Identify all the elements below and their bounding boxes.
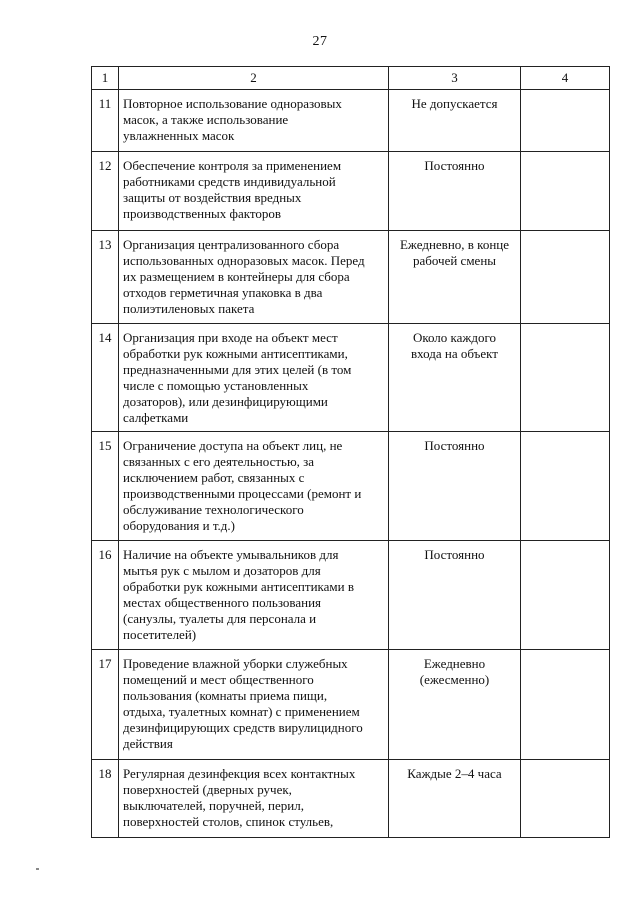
column-header-frequency: 3	[389, 67, 521, 90]
table-row	[92, 231, 610, 324]
row-measure: Регулярная дезинфекция всех контактных поверхностей (дверных ручек, выключателей, поручней, перил, поверхностей столов, спинок стульев,	[123, 766, 356, 829]
row-frequency: Не допускается	[411, 96, 498, 111]
row-frequency: Каждые 2–4 часа	[407, 766, 502, 781]
table-row	[92, 650, 610, 760]
table-row	[92, 541, 610, 650]
row-frequency: Постоянно	[424, 158, 485, 173]
row-note	[521, 432, 610, 541]
table-row	[92, 90, 610, 152]
table-row	[92, 152, 610, 231]
column-header-note: 4	[521, 67, 610, 90]
row-number: 13	[92, 231, 119, 324]
row-frequency: Постоянно	[424, 547, 485, 562]
row-measure: Повторное использование одноразовых масок, а также использование увлажненных масок	[123, 96, 342, 143]
row-note	[521, 541, 610, 650]
row-number: 14	[92, 324, 119, 432]
row-number: 12	[92, 152, 119, 231]
row-note	[521, 152, 610, 231]
table-row	[92, 760, 610, 838]
row-frequency: Ежедневно (ежесменно)	[419, 656, 490, 687]
row-note	[521, 650, 610, 760]
column-header-number: 1	[92, 67, 119, 90]
row-note	[521, 90, 610, 152]
row-measure: Организация централизованного сбора использованных одноразовых масок. Перед их размещением в контейнеры для сбора отходов герметичная упаковка в два полиэтиленовых пакета	[123, 237, 365, 316]
row-number: 16	[92, 541, 119, 650]
row-number: 15	[92, 432, 119, 541]
measures-table	[91, 66, 610, 838]
row-number: 18	[92, 760, 119, 838]
row-measure: Обеспечение контроля за применением работниками средств индивидуальной защиты от воздействия вредных производственных факторов	[123, 158, 342, 221]
row-note	[521, 760, 610, 838]
row-frequency: Ежедневно, в конце рабочей смены	[399, 237, 509, 268]
row-frequency: Постоянно	[424, 438, 485, 453]
column-header-measure: 2	[119, 67, 389, 90]
row-note	[521, 231, 610, 324]
row-frequency: Около каждого входа на объект	[411, 330, 498, 361]
scan-speck	[36, 868, 39, 870]
row-measure: Организация при входе на объект мест обработки рук кожными антисептиками, предназначенными для этих целей (в том числе с помощью установленных дозаторов), или дезинфицирующими салфетками	[123, 330, 352, 425]
table-row	[92, 324, 610, 432]
row-note	[521, 324, 610, 432]
row-number: 17	[92, 650, 119, 760]
page-number: 27	[312, 34, 328, 49]
row-measure: Проведение влажной уборки служебных помещений и мест общественного пользования (комнаты приема пищи, отдыха, туалетных комнат) с применением дезинфицирующих средств вирулицидного действия	[123, 656, 363, 751]
row-number: 11	[92, 90, 119, 152]
row-measure: Ограничение доступа на объект лиц, не связанных с его деятельностью, за исключением работ, связанных с производственными процессами (ремонт и обслуживание технологического оборудования и т.д.)	[123, 438, 362, 533]
table-row	[92, 432, 610, 541]
table-header-row	[92, 67, 610, 90]
row-measure: Наличие на объекте умывальников для мытья рук с мылом и дозаторов для обработки рук кожными антисептиками в местах общественного пользования (санузлы, туалеты для персонала и посетителей)	[123, 547, 354, 642]
